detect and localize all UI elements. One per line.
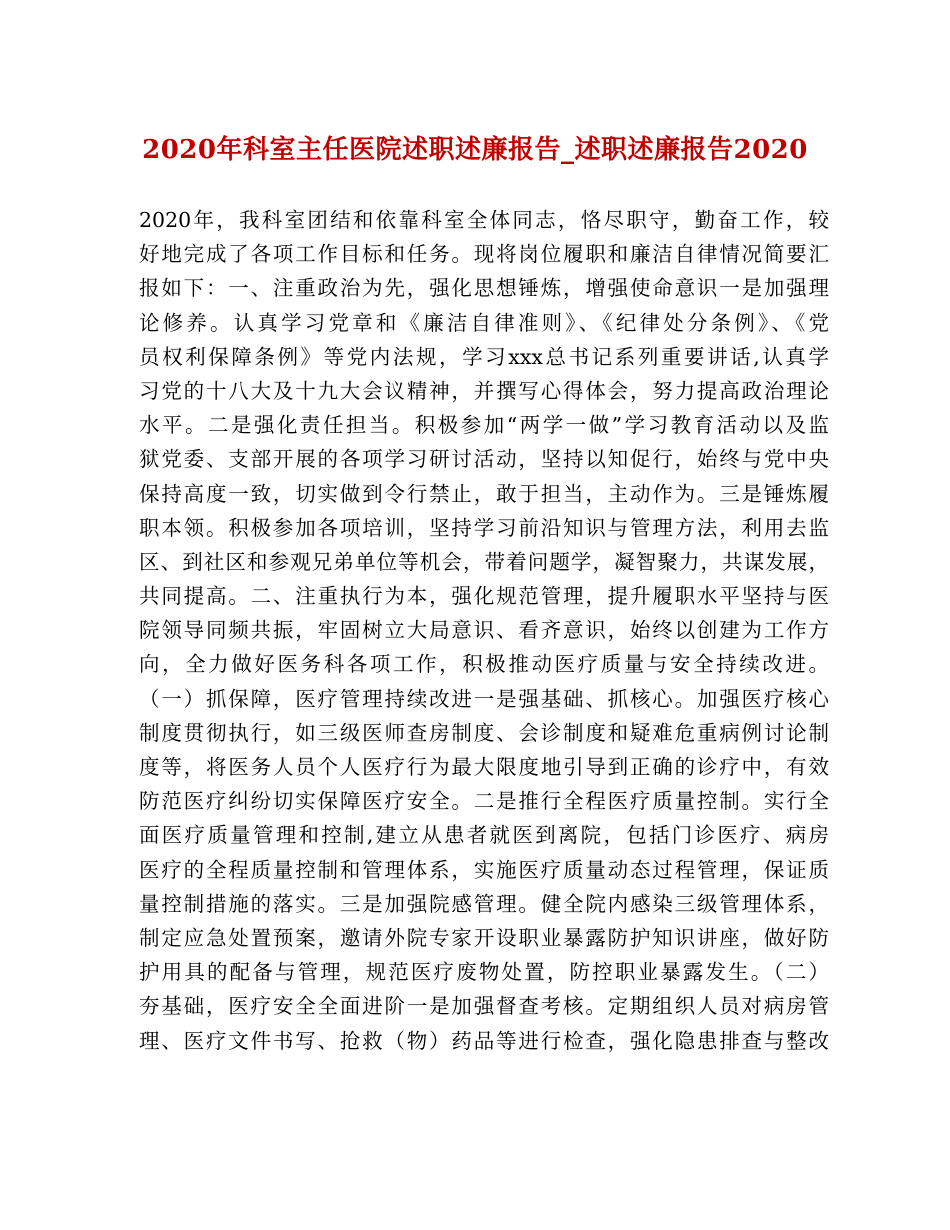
body-line: 论修养。认真学习党章和《廉洁自律准则》、《纪律处分条例》、《党 xyxy=(139,310,829,335)
body-line: 制度贯彻执行，如三级医师查房制度、会诊制度和疑难危重病例讨论制 xyxy=(139,720,829,745)
body-line: 护用具的配备与管理，规范医疗废物处置，防控职业暴露发生。（二） xyxy=(139,960,829,985)
body-line: 保持高度一致，切实做到令行禁止，敢于担当，主动作为。三是锤炼履 xyxy=(139,481,829,506)
body-line: 水平。二是强化责任担当。积极参加“两学一做”学习教育活动以及监 xyxy=(139,413,829,438)
body-line: 习党的十八大及十九大会议精神，并撰写心得体会，努力提高政治理论 xyxy=(139,378,829,403)
body-line: 夯基础，医疗安全全面进阶一是加强督查考核。定期组织人员对病房管 xyxy=(139,994,829,1019)
body-line: 防范医疗纠纷切实保障医疗安全。二是推行全程医疗质量控制。实行全 xyxy=(139,789,829,814)
body-line: （一）抓保障，医疗管理持续改进一是强基础、抓核心。加强医疗核心 xyxy=(139,686,829,711)
body-line: 狱党委、支部开展的各项学习研讨活动，坚持以知促行，始终与党中央 xyxy=(139,447,829,472)
body-line: 2020年，我科室团结和依靠科室全体同志，恪尽职守，勤奋工作，较 xyxy=(139,208,829,232)
body-line: 度等，将医务人员个人医疗行为最大限度地引导到正确的诊疗中，有效 xyxy=(139,755,829,779)
body-line: 好地完成了各项工作目标和任务。现将岗位履职和廉洁自律情况简要汇 xyxy=(139,242,829,267)
body-line: 向，全力做好医务科各项工作，积极推动医疗质量与安全持续改进。 xyxy=(139,652,829,677)
body-line: 理、医疗文件书写、抢救（物）药品等进行检查，强化隐患排查与整改 xyxy=(139,1028,829,1053)
document-title: 2020年科室主任医院述职述廉报告_述职述廉报告2020 xyxy=(142,135,808,165)
body-line: 量控制措施的落实。三是加强院感管理。健全院内感染三级管理体系， xyxy=(139,891,829,916)
body-line: 共同提高。二、注重执行为本，强化规范管理，提升履职水平坚持与医 xyxy=(139,584,829,609)
body-line: 院领导同频共振，牢固树立大局意识、看齐意识，始终以创建为工作方 xyxy=(139,618,829,643)
body-line: 员权利保障条例》等党内法规，学习xxx总书记系列重要讲话,认真学 xyxy=(139,344,829,369)
document-body xyxy=(139,203,829,1058)
body-line: 区、到社区和参观兄弟单位等机会，带着问题学，凝智聚力，共谋发展， xyxy=(139,549,829,574)
body-line: 职本领。积极参加各项培训，坚持学习前沿知识与管理方法，利用去监 xyxy=(139,515,829,540)
body-line: 面医疗质量管理和控制,建立从患者就医到离院，包括门诊医疗、病房 xyxy=(139,823,829,848)
body-line: 医疗的全程质量控制和管理体系，实施医疗质量动态过程管理，保证质 xyxy=(139,857,829,882)
body-line: 报如下：一、注重政治为先，强化思想锤炼，增强使命意识一是加强理 xyxy=(139,276,829,301)
body-line: 制定应急处置预案，邀请外院专家开设职业暴露防护知识讲座，做好防 xyxy=(139,925,829,950)
